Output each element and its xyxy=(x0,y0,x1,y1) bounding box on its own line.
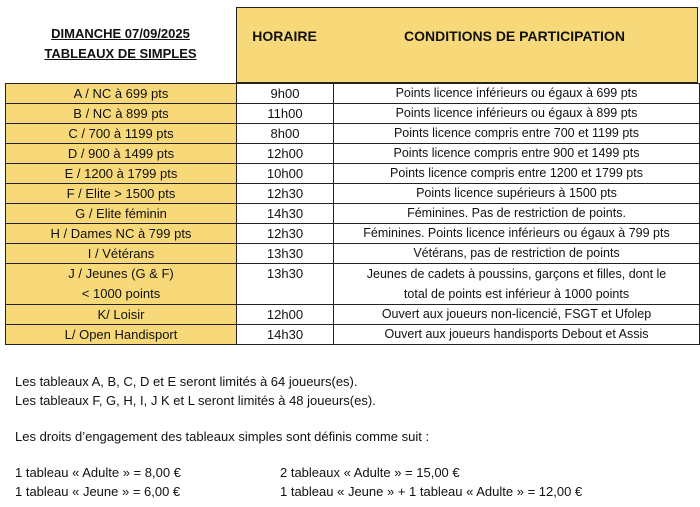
table-row xyxy=(6,224,700,244)
event-name: B / NC à 899 pts xyxy=(6,104,237,124)
event-conditions: Féminines. Points licence inférieurs ou égaux à 799 pts xyxy=(334,224,700,244)
event-time: 8h00 xyxy=(237,124,334,144)
event-conditions xyxy=(334,264,700,305)
event-time: 9h00 xyxy=(237,84,334,104)
column-header-conditions: CONDITIONS DE PARTICIPATION xyxy=(332,7,698,83)
event-time: 12h00 xyxy=(237,305,334,325)
event-name: C / 700 à 1199 pts xyxy=(6,124,237,144)
event-conditions: Points licence compris entre 700 et 1199 pts xyxy=(334,124,700,144)
table-row xyxy=(6,84,700,104)
event-conditions: Ouvert aux joueurs handisports Debout et Assis xyxy=(334,325,700,345)
table-row xyxy=(6,325,700,345)
event-conditions: Points licence supérieurs à 1500 pts xyxy=(334,184,700,204)
event-conditions: Féminines. Pas de restriction de points. xyxy=(334,204,700,224)
fee-item: 1 tableau « Jeune » = 6,00 € xyxy=(15,484,181,499)
fees-intro: Les droits d’engagement des tableaux simples sont définis comme suit : xyxy=(15,429,430,444)
title-date: DIMANCHE 07/09/2025 xyxy=(51,26,190,41)
event-name: E / 1200 à 1799 pts xyxy=(6,164,237,184)
event-time: 14h30 xyxy=(237,204,334,224)
event-name: L/ Open Handisport xyxy=(6,325,237,345)
event-time: 13h30 xyxy=(237,264,334,305)
table-row xyxy=(6,184,700,204)
limit-note-1: Les tableaux A, B, C, D et E seront limités à 64 joueurs(es). xyxy=(15,374,358,389)
fees-right xyxy=(280,463,582,501)
title-subtitle: TABLEAUX DE SIMPLES xyxy=(44,46,197,61)
event-time: 12h30 xyxy=(237,224,334,244)
event-name: D / 900 à 1499 pts xyxy=(6,144,237,164)
fee-item: 1 tableau « Jeune » + 1 tableau « Adulte » = 12,00 € xyxy=(280,484,583,499)
event-time: 12h00 xyxy=(237,144,334,164)
event-name-line1: J / Jeunes (G & F) xyxy=(68,266,174,281)
fees-left xyxy=(15,463,181,501)
event-conditions: Points licence inférieurs ou égaux à 699 pts xyxy=(334,84,700,104)
schedule-table xyxy=(5,83,700,345)
event-name-line2: < 1000 points xyxy=(81,286,161,301)
event-conditions-line2: total de points est inférieur à 1000 points xyxy=(403,287,630,301)
event-conditions: Points licence compris entre 1200 et 1799 pts xyxy=(334,164,700,184)
event-time: 12h30 xyxy=(237,184,334,204)
table-row xyxy=(6,204,700,224)
event-time: 11h00 xyxy=(237,104,334,124)
event-conditions: Vétérans, pas de restriction de points xyxy=(334,244,700,264)
page-title xyxy=(5,24,236,64)
table-row xyxy=(6,264,700,305)
event-name: G / Elite féminin xyxy=(6,204,237,224)
player-limits xyxy=(15,372,376,410)
table-row xyxy=(6,124,700,144)
table-row xyxy=(6,244,700,264)
event-conditions-line1: Jeunes de cadets à poussins, garçons et filles, dont le xyxy=(366,267,667,281)
event-name xyxy=(6,264,237,305)
event-name: I / Vétérans xyxy=(6,244,237,264)
limit-note-2: Les tableaux F, G, H, I, J K et L seront limités à 48 joueurs(es). xyxy=(15,393,376,408)
event-conditions: Points licence inférieurs ou égaux à 899 pts xyxy=(334,104,700,124)
event-time: 14h30 xyxy=(237,325,334,345)
event-conditions: Ouvert aux joueurs non-licencié, FSGT et Ufolep xyxy=(334,305,700,325)
column-header-time: HORAIRE xyxy=(236,7,333,83)
event-name: H / Dames NC à 799 pts xyxy=(6,224,237,244)
fee-item: 2 tableaux « Adulte » = 15,00 € xyxy=(280,465,460,480)
table-row xyxy=(6,144,700,164)
table-row xyxy=(6,104,700,124)
event-name: K/ Loisir xyxy=(6,305,237,325)
event-name: F / Elite > 1500 pts xyxy=(6,184,237,204)
event-time: 10h00 xyxy=(237,164,334,184)
event-time: 13h30 xyxy=(237,244,334,264)
fee-item: 1 tableau « Adulte » = 8,00 € xyxy=(15,465,181,480)
event-name: A / NC à 699 pts xyxy=(6,84,237,104)
table-row xyxy=(6,305,700,325)
table-row xyxy=(6,164,700,184)
event-conditions: Points licence compris entre 900 et 1499 pts xyxy=(334,144,700,164)
